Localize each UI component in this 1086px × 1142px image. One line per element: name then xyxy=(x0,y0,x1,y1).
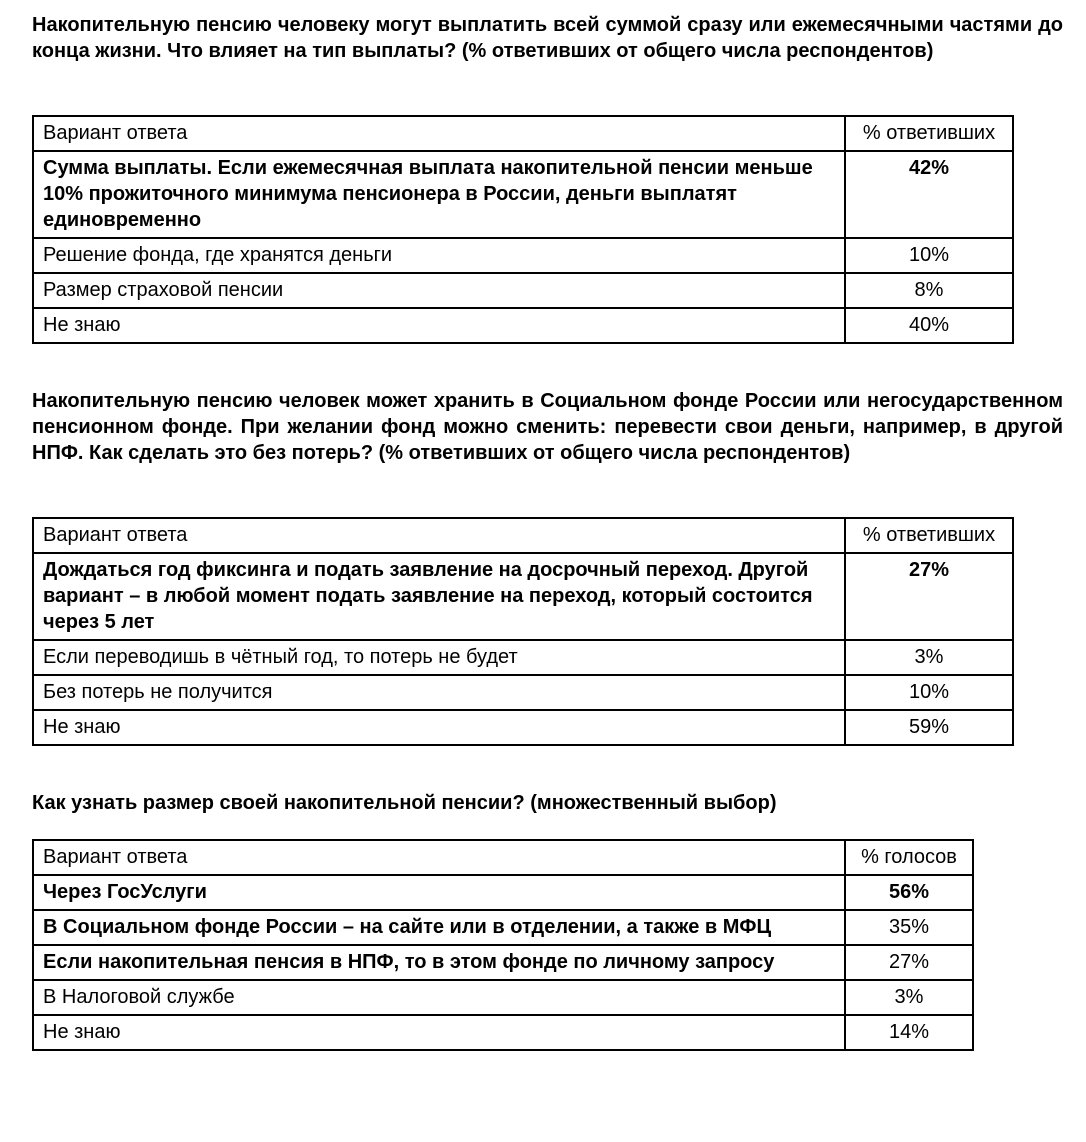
percent-cell: 42% xyxy=(845,151,1013,238)
table-row xyxy=(33,910,973,945)
table-row xyxy=(33,640,1013,675)
answer-cell: В Налоговой службе xyxy=(33,980,845,1015)
answers-table-3 xyxy=(32,839,974,1051)
question-heading-1: Накопительную пенсию человеку могут выплатить всей суммой сразу или ежемесячными частями до конца жизни. Что влияет на тип выплаты? (% ответивших от общего числа респондентов) xyxy=(32,14,1063,62)
table-header-row xyxy=(33,840,973,875)
table-row xyxy=(33,710,1013,745)
table-row xyxy=(33,1015,973,1050)
answer-column-header: Вариант ответа xyxy=(33,518,845,553)
percent-cell: 35% xyxy=(845,910,973,945)
percent-cell: 3% xyxy=(845,640,1013,675)
question-heading-2: Накопительную пенсию человек может хранить в Социальном фонде России или негосударственном пенсионном фонде. При желании фонд можно сменить: перевести свои деньги, например, в другой НПФ. Как сделать это без потерь? (% ответивших от общего числа респондентов) xyxy=(32,390,1063,464)
answer-cell: Не знаю xyxy=(33,710,845,745)
percent-column-header: % ответивших xyxy=(845,116,1013,151)
answer-column-header: Вариант ответа xyxy=(33,116,845,151)
table-row xyxy=(33,151,1013,238)
table-row xyxy=(33,945,973,980)
answer-cell: Через ГосУслуги xyxy=(33,875,845,910)
percent-cell: 27% xyxy=(845,553,1013,640)
table-row xyxy=(33,980,973,1015)
percent-cell: 56% xyxy=(845,875,973,910)
percent-cell: 10% xyxy=(845,675,1013,710)
table-row xyxy=(33,875,973,910)
answers-table-2 xyxy=(32,517,1014,746)
answer-cell: В Социальном фонде России – на сайте или в отделении, а также в МФЦ xyxy=(33,910,845,945)
percent-cell: 14% xyxy=(845,1015,973,1050)
answers-table-1 xyxy=(32,115,1014,344)
answer-cell: Не знаю xyxy=(33,308,845,343)
percent-cell: 8% xyxy=(845,273,1013,308)
answer-cell: Решение фонда, где хранятся деньги xyxy=(33,238,845,273)
answer-cell: Размер страховой пенсии xyxy=(33,273,845,308)
table-row xyxy=(33,273,1013,308)
question-heading-3: Как узнать размер своей накопительной пенсии? (множественный выбор) xyxy=(32,792,777,814)
answer-column-header: Вариант ответа xyxy=(33,840,845,875)
table-row xyxy=(33,553,1013,640)
percent-cell: 10% xyxy=(845,238,1013,273)
table-row xyxy=(33,308,1013,343)
percent-cell: 27% xyxy=(845,945,973,980)
table-header-row xyxy=(33,518,1013,553)
answer-cell: Сумма выплаты. Если ежемесячная выплата накопительной пенсии меньше 10% прожиточного минимума пенсионера в России, деньги выплатят единовременно xyxy=(33,151,845,238)
answer-cell: Не знаю xyxy=(33,1015,845,1050)
percent-cell: 3% xyxy=(845,980,973,1015)
percent-column-header: % голосов xyxy=(845,840,973,875)
table-header-row xyxy=(33,116,1013,151)
percent-cell: 59% xyxy=(845,710,1013,745)
percent-column-header: % ответивших xyxy=(845,518,1013,553)
answer-cell: Если накопительная пенсия в НПФ, то в этом фонде по личному запросу xyxy=(33,945,845,980)
table-row xyxy=(33,238,1013,273)
percent-cell: 40% xyxy=(845,308,1013,343)
answer-cell: Без потерь не получится xyxy=(33,675,845,710)
answer-cell: Если переводишь в чётный год, то потерь не будет xyxy=(33,640,845,675)
answer-cell: Дождаться год фиксинга и подать заявление на досрочный переход. Другой вариант – в любой момент подать заявление на переход, который состоится через 5 лет xyxy=(33,553,845,640)
table-row xyxy=(33,675,1013,710)
